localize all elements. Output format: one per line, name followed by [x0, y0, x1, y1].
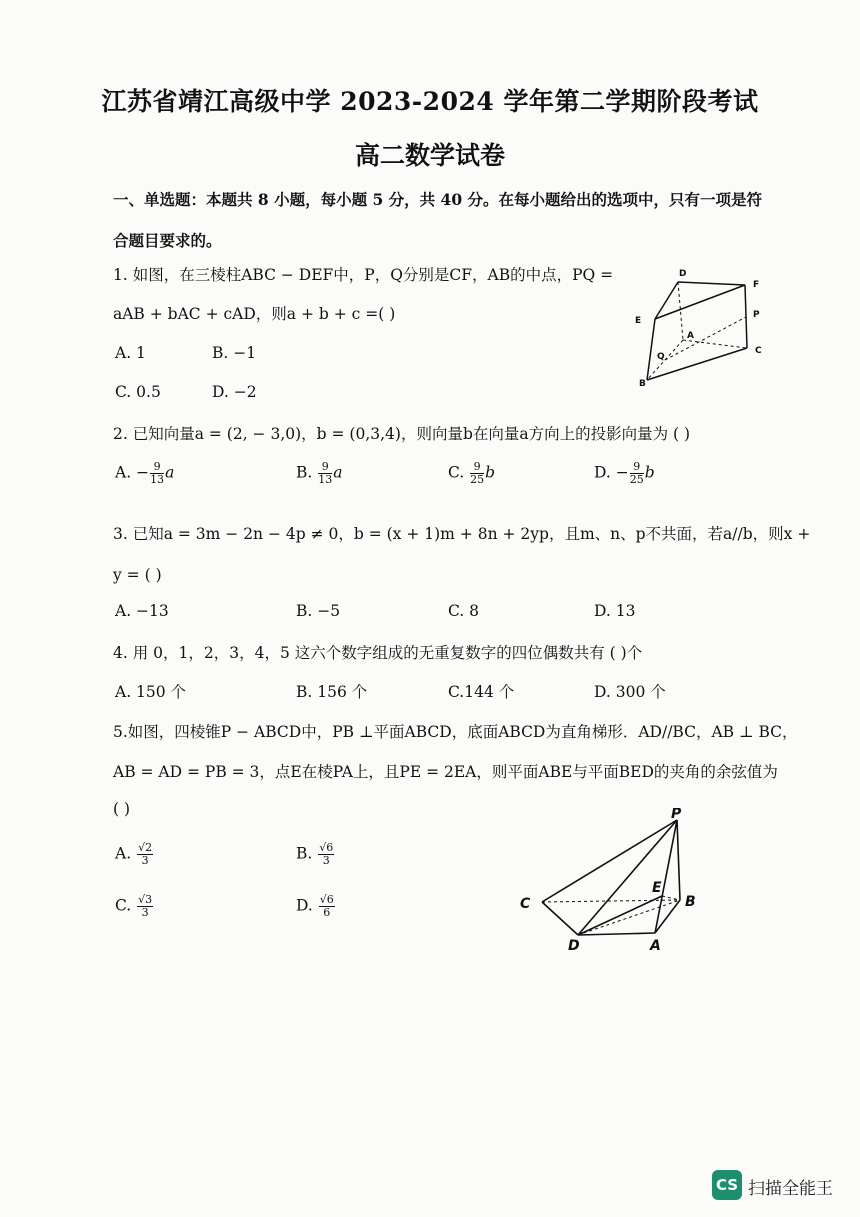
q2-option-c-vector: b [485, 463, 496, 482]
q2-stem: 2. 已知向量a = (2, − 3,0)，b = (0,3,4)，则向量b在向量a方向上的投影向量为 ( ) [113, 425, 691, 443]
q5-option-c-numerator: √3 [138, 893, 153, 906]
q5-option-d-letter: D. [296, 896, 313, 915]
q2-option-c-letter: C. [448, 463, 465, 482]
q5-option-b-letter: B. [296, 844, 313, 863]
q2-option-a-fraction [150, 461, 164, 486]
q5-option-d-fraction [319, 894, 335, 919]
q5-line1: 5.如图，四棱锥P − ABCD中，PB ⊥平面ABCD，底面ABCD为直角梯形．AD//BC，AB ⊥ BC， [113, 723, 798, 741]
q5-option-d-denominator: 6 [323, 906, 331, 919]
q2-option-a [115, 461, 174, 486]
q1-fig-label-c: C [755, 346, 762, 356]
q5-line3: ( ) [113, 800, 131, 818]
q1-fig-label-b: B [639, 379, 646, 389]
q2-option-a-sign: − [136, 463, 150, 482]
q1-line2: aAB + bAC + cAD，则a + b + c =( ) [113, 305, 396, 323]
q3-line1: 3. 已知a = 3m − 2n − 4p ≠ 0，b = (x + 1)m + 8n + 2yp，且m、n、p不共面，若a//b，则x + [113, 525, 811, 543]
q2-option-a-vector: a [165, 463, 175, 482]
q5-option-b-denominator: 3 [322, 854, 330, 867]
q1-fig-label-q: Q [657, 352, 665, 362]
q1-option-c: C. 0.5 [115, 383, 161, 401]
q1-fig-label-f: F [753, 280, 760, 290]
camscanner-logo-icon: CS [712, 1170, 742, 1200]
q1-fig-label-p: P [753, 310, 760, 320]
q5-fig-label-a: A [650, 938, 661, 954]
q5-option-b-fraction [318, 842, 334, 867]
q3-option-c: C. 8 [448, 602, 480, 620]
q2-option-b-letter: B. [296, 463, 313, 482]
q2-option-d-numerator: 9 [630, 461, 644, 474]
section-instructions-line2: 合题目要求的。 [113, 231, 222, 250]
q2-option-c-denominator: 25 [470, 473, 485, 486]
q1-fig-label-d: D [679, 269, 687, 279]
q5-fig-label-e: E [652, 880, 662, 896]
q2-option-c-numerator: 9 [470, 461, 484, 474]
q5-line2: AB = AD = PB = 3，点E在棱PA上，且PE = 2EA，则平面ABE与平面BED的夹角的余弦值为 [113, 763, 778, 781]
q3-option-b: B. −5 [296, 602, 341, 620]
q5-option-b [296, 842, 335, 867]
q5-option-a-letter: A. [115, 844, 132, 863]
q5-option-c-fraction [137, 894, 153, 919]
q1-option-d: D. −2 [212, 383, 257, 401]
q1-prism-figure [625, 262, 775, 392]
q5-fig-label-p: P [671, 808, 682, 822]
q2-option-b [296, 461, 343, 486]
q2-option-d-fraction [630, 461, 644, 486]
q5-option-d-numerator: √6 [319, 893, 334, 906]
section-instructions-line1: 一、单选题：本题共 8 小题，每小题 5 分，共 40 分。在每小题给出的选项中，只有一项是符 [113, 190, 763, 209]
q2-option-a-numerator: 9 [150, 461, 164, 474]
q2-option-d-vector: b [644, 463, 655, 482]
q4-stem: 4. 用 0，1，2，3，4，5 这六个数字组成的无重复数字的四位偶数共有 ( )个 [113, 644, 643, 662]
q5-fig-label-c: C [520, 896, 531, 912]
camscanner-brand-text: 扫描全能王 [748, 1179, 833, 1199]
q4-option-b: B. 156 个 [296, 683, 368, 701]
exam-subtitle: 高二数学试卷 [354, 141, 505, 170]
q3-line2: y = ( ) [113, 566, 162, 584]
exam-title: 江苏省靖江高级中学 2023-2024 学年第二学期阶段考试 [101, 87, 759, 116]
q2-option-d-denominator: 25 [629, 473, 644, 486]
q2-option-b-numerator: 9 [318, 461, 332, 474]
q5-option-a-fraction [137, 842, 153, 867]
q5-option-d [296, 894, 336, 919]
q1-option-a: A. 1 [115, 344, 146, 362]
q1-line1: 1. 如图，在三棱柱ABC − DEF中，P，Q分别是CF，AB的中点，PQ = [113, 266, 614, 284]
q5-option-a-denominator: 3 [141, 854, 149, 867]
q5-option-c-letter: C. [115, 896, 132, 915]
q5-option-a-numerator: √2 [138, 841, 153, 854]
q5-option-c [115, 894, 154, 919]
q5-fig-label-b: B [685, 894, 696, 910]
q2-option-b-fraction [318, 461, 332, 486]
q3-option-a: A. −13 [115, 602, 169, 620]
q1-fig-label-e: E [635, 316, 642, 326]
q5-option-b-numerator: √6 [319, 841, 334, 854]
q2-option-a-denominator: 13 [150, 473, 165, 486]
q5-pyramid-figure [512, 808, 712, 958]
q2-option-c [448, 461, 495, 486]
q5-option-c-denominator: 3 [141, 906, 149, 919]
q2-option-d-letter: D. [594, 463, 611, 482]
q1-option-b: B. −1 [212, 344, 257, 362]
q4-option-a: A. 150 个 [115, 683, 187, 701]
q4-option-d: D. 300 个 [594, 683, 666, 701]
q5-option-a [115, 842, 154, 867]
q3-option-d: D. 13 [594, 602, 636, 620]
q2-option-a-letter: A. [115, 463, 132, 482]
q5-fig-label-d: D [568, 938, 580, 954]
q2-option-d-sign: − [615, 463, 629, 482]
q4-option-c: C.144 个 [448, 683, 515, 701]
q2-option-b-vector: a [333, 463, 343, 482]
q2-option-b-denominator: 13 [318, 473, 333, 486]
q2-option-d [594, 461, 655, 486]
q2-option-c-fraction [470, 461, 484, 486]
q1-fig-label-a: A [687, 331, 694, 341]
